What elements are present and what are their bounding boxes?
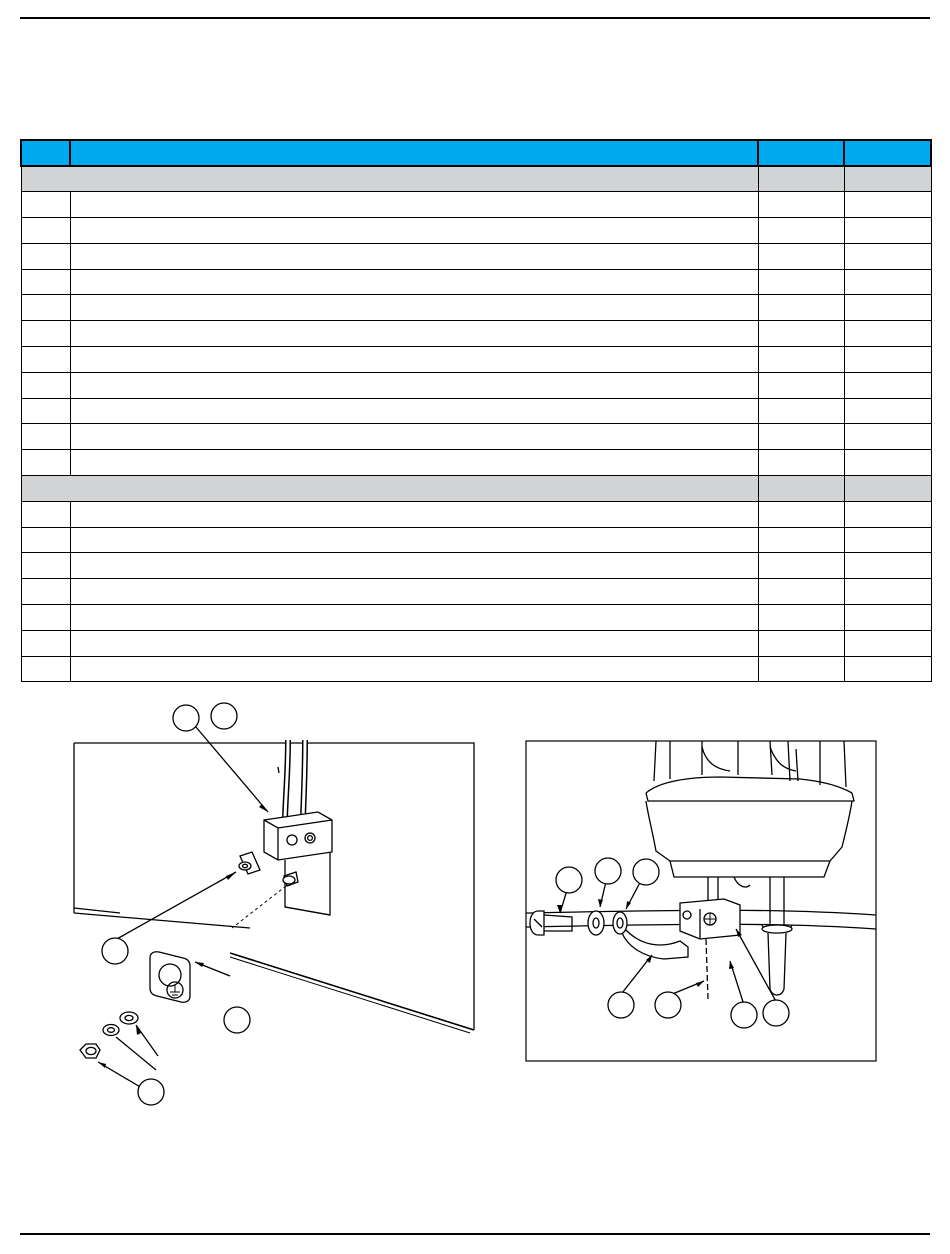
table-row	[21, 579, 931, 605]
cell-part-number	[758, 295, 844, 321]
cell-qty	[844, 656, 931, 682]
table-row	[21, 321, 931, 347]
table-row	[21, 243, 931, 269]
section-qty-cell	[844, 166, 931, 192]
table-row	[21, 269, 931, 295]
cell-part-number	[758, 630, 844, 656]
header-part-number	[758, 140, 844, 166]
cell-ref	[21, 347, 70, 373]
cell-description	[70, 450, 758, 476]
cell-qty	[844, 630, 931, 656]
cell-qty	[844, 347, 931, 373]
cell-ref	[21, 398, 70, 424]
table-row	[21, 295, 931, 321]
table-row	[21, 501, 931, 527]
cell-qty	[844, 192, 931, 218]
cell-qty	[844, 321, 931, 347]
cell-part-number	[758, 243, 844, 269]
table-row	[21, 553, 931, 579]
section-part-number-cell	[758, 166, 844, 192]
cell-description	[70, 605, 758, 631]
section-title	[21, 476, 758, 502]
cell-description	[70, 372, 758, 398]
cell-ref	[21, 656, 70, 682]
table-row	[21, 605, 931, 631]
table-row	[21, 450, 931, 476]
section-row	[21, 166, 931, 192]
cell-part-number	[758, 372, 844, 398]
cell-qty	[844, 553, 931, 579]
cell-part-number	[758, 579, 844, 605]
cell-ref	[21, 321, 70, 347]
table-row	[21, 527, 931, 553]
grounding-lug-drawing	[60, 700, 480, 1110]
table-row	[21, 630, 931, 656]
header-rule	[20, 17, 930, 19]
cell-description	[70, 527, 758, 553]
header-description	[70, 140, 758, 166]
cell-qty	[844, 450, 931, 476]
section-row	[21, 476, 931, 502]
cell-part-number	[758, 269, 844, 295]
cell-qty	[844, 218, 931, 244]
table-row	[21, 656, 931, 682]
section-qty-cell	[844, 476, 931, 502]
cell-ref	[21, 424, 70, 450]
cell-description	[70, 295, 758, 321]
table-row	[21, 398, 931, 424]
cell-ref	[21, 269, 70, 295]
cell-qty	[844, 424, 931, 450]
cell-part-number	[758, 527, 844, 553]
cell-part-number	[758, 218, 844, 244]
cell-ref	[21, 579, 70, 605]
lamp-clamp-figure	[520, 735, 882, 1065]
cell-description	[70, 630, 758, 656]
header-qty	[844, 140, 931, 166]
table-row	[21, 424, 931, 450]
table-row	[21, 218, 931, 244]
cell-description	[70, 579, 758, 605]
cell-description	[70, 424, 758, 450]
cell-ref	[21, 630, 70, 656]
cell-qty	[844, 269, 931, 295]
cell-part-number	[758, 321, 844, 347]
cell-qty	[844, 398, 931, 424]
cell-qty	[844, 579, 931, 605]
cell-description	[70, 269, 758, 295]
cell-part-number	[758, 347, 844, 373]
cell-qty	[844, 527, 931, 553]
cell-description	[70, 321, 758, 347]
cell-description	[70, 398, 758, 424]
table-body	[21, 166, 931, 682]
cell-ref	[21, 243, 70, 269]
footer-rule	[20, 1233, 930, 1235]
cell-ref	[21, 605, 70, 631]
section-part-number-cell	[758, 476, 844, 502]
table-header-row	[21, 140, 931, 166]
cell-part-number	[758, 450, 844, 476]
cell-part-number	[758, 424, 844, 450]
table-row	[21, 372, 931, 398]
cell-qty	[844, 501, 931, 527]
lamp-clamp-drawing	[520, 735, 882, 1065]
cell-ref	[21, 527, 70, 553]
cell-qty	[844, 295, 931, 321]
cell-part-number	[758, 398, 844, 424]
cell-part-number	[758, 192, 844, 218]
cell-description	[70, 218, 758, 244]
cell-description	[70, 347, 758, 373]
cell-description	[70, 553, 758, 579]
header-ref	[21, 140, 70, 166]
table-row	[21, 192, 931, 218]
cell-ref	[21, 553, 70, 579]
cell-part-number	[758, 656, 844, 682]
cell-description	[70, 656, 758, 682]
cell-qty	[844, 605, 931, 631]
grounding-lug-figure	[60, 700, 480, 1110]
cell-part-number	[758, 553, 844, 579]
cell-part-number	[758, 605, 844, 631]
cell-ref	[21, 372, 70, 398]
cell-ref	[21, 192, 70, 218]
section-title	[21, 166, 758, 192]
cell-description	[70, 501, 758, 527]
cell-qty	[844, 243, 931, 269]
cell-ref	[21, 450, 70, 476]
cell-ref	[21, 501, 70, 527]
cell-ref	[21, 218, 70, 244]
cell-qty	[844, 372, 931, 398]
table-row	[21, 347, 931, 373]
cell-part-number	[758, 501, 844, 527]
cell-description	[70, 243, 758, 269]
cell-description	[70, 192, 758, 218]
parts-list-table	[20, 139, 932, 682]
cell-ref	[21, 295, 70, 321]
